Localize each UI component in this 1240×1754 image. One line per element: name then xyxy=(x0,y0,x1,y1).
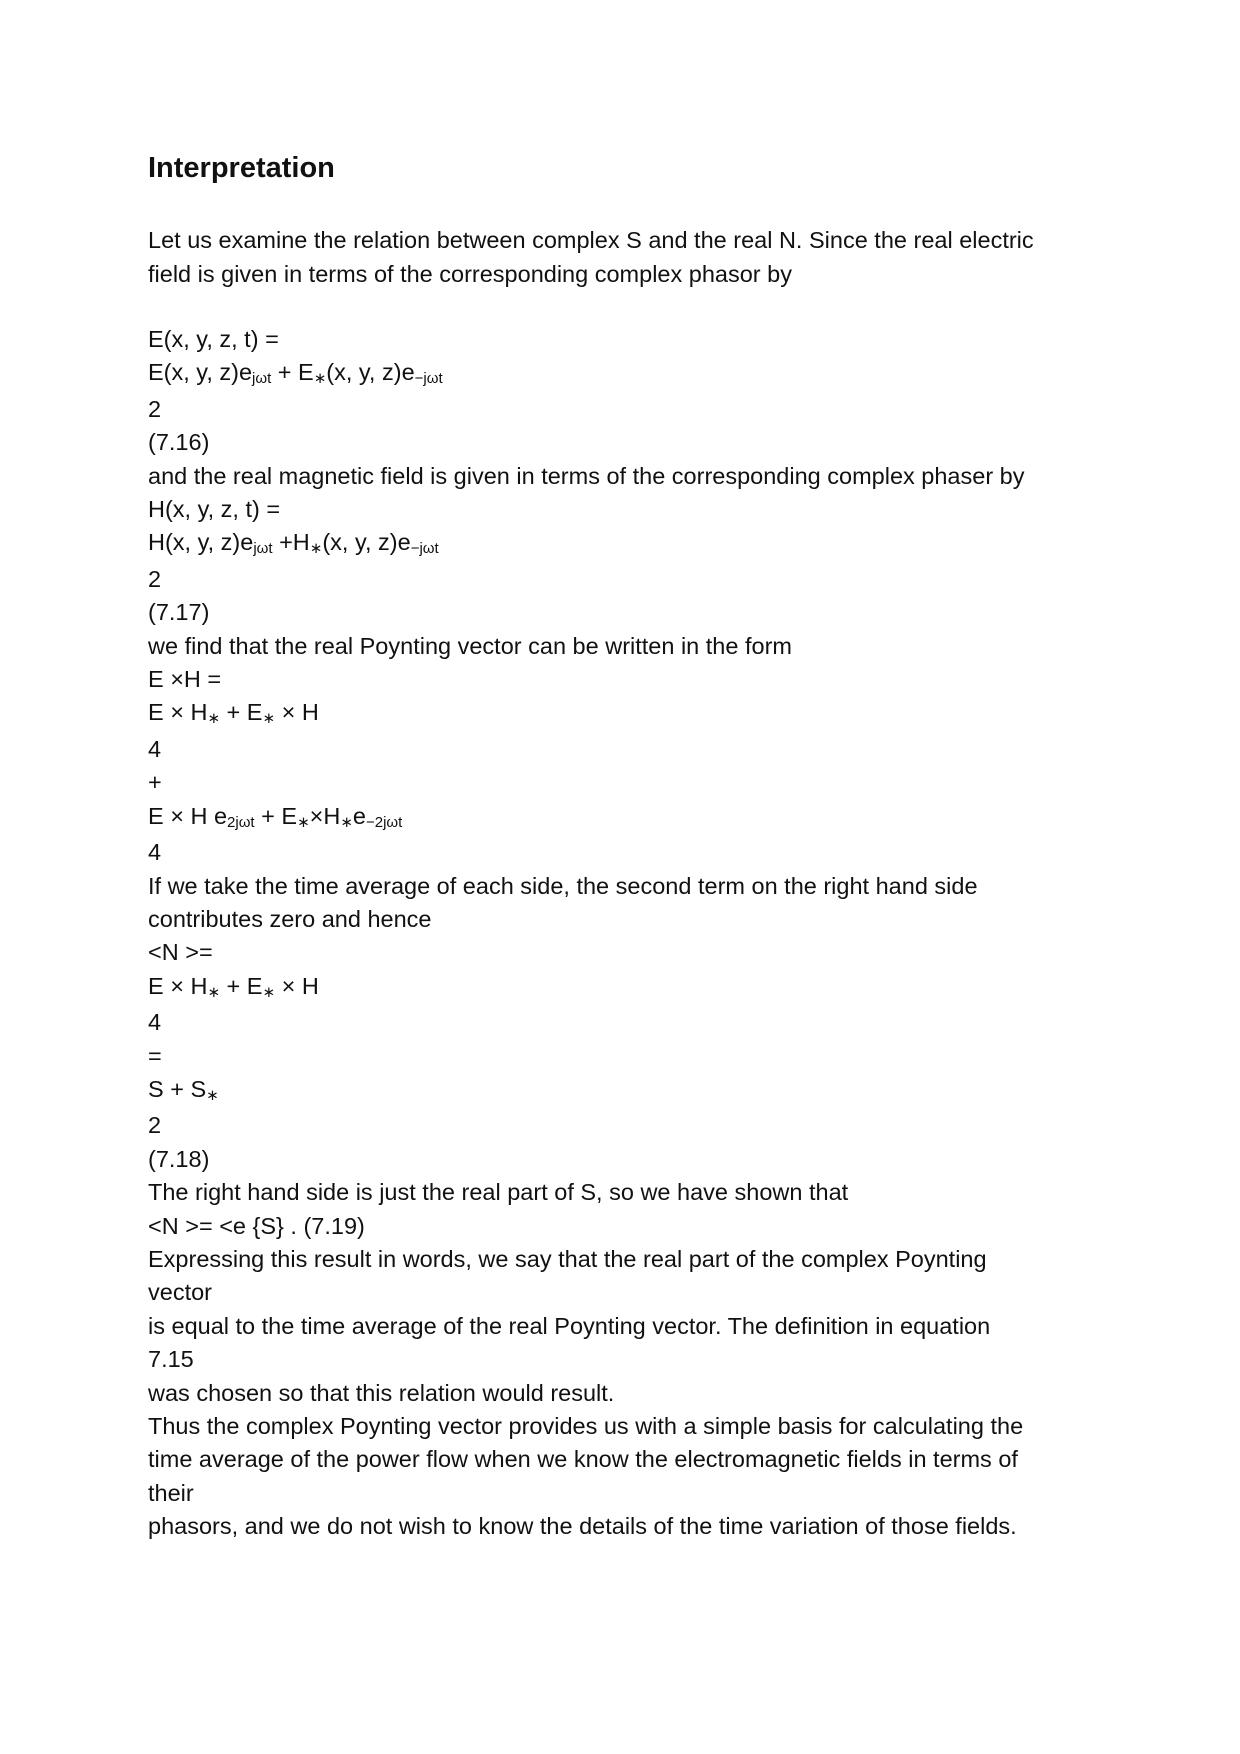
text-line xyxy=(148,836,1108,869)
line-text: 7.15 xyxy=(148,1346,194,1373)
paragraph-gap xyxy=(148,291,1108,323)
line-text: (x, y, z)e xyxy=(326,359,415,386)
text-line xyxy=(148,1276,1108,1309)
text-line xyxy=(148,1243,1108,1276)
subscript-text: jωt xyxy=(252,370,272,388)
line-text: 2 xyxy=(148,395,162,422)
text-line xyxy=(148,1410,1108,1443)
text-line xyxy=(148,733,1108,766)
text-line xyxy=(148,766,1108,799)
line-text: we find that the real Poynting vector can be written in the form xyxy=(148,632,792,659)
text-line xyxy=(148,493,1108,526)
line-text: (x, y, z)e xyxy=(322,529,411,556)
text-line xyxy=(148,696,1108,732)
text-line xyxy=(148,936,1108,969)
line-text: = xyxy=(148,1042,162,1069)
text-line xyxy=(148,323,1108,356)
line-text: × H xyxy=(275,699,319,726)
line-text: 4 xyxy=(148,735,162,762)
line-text: E × H xyxy=(148,972,208,999)
text-line xyxy=(148,1040,1108,1073)
text-line xyxy=(148,426,1108,459)
text-line xyxy=(148,1073,1108,1109)
text-line xyxy=(148,970,1108,1006)
subscript-text: −jωt xyxy=(414,370,443,388)
line-text: + xyxy=(148,769,162,796)
line-text: E × H e xyxy=(148,802,228,829)
line-text: ×H xyxy=(309,802,341,829)
line-text: was chosen so that this relation would result. xyxy=(148,1379,615,1406)
line-text: + E xyxy=(220,972,263,999)
section-heading: Interpretation xyxy=(148,152,335,184)
text-line xyxy=(148,630,1108,663)
line-text: contributes zero and hence xyxy=(148,905,432,932)
text-line xyxy=(148,563,1108,596)
line-text: 4 xyxy=(148,839,162,866)
line-text: vector xyxy=(148,1279,212,1306)
subscript-text: ∗ xyxy=(297,813,310,831)
line-text: (7.17) xyxy=(148,599,210,626)
intro-line: field is given in terms of the corresponding complex phasor by xyxy=(148,260,792,287)
subscript-text: ∗ xyxy=(262,983,276,1001)
subscript-text: ∗ xyxy=(207,710,221,728)
subscript-text: −jωt xyxy=(410,540,439,558)
intro-line: Let us examine the relation between complex S and the real N. Since the real electric xyxy=(148,227,1034,253)
line-text: time average of the power flow when we know the electromagnetic fields in terms of xyxy=(148,1446,1018,1473)
line-text: If we take the time average of each side, the second term on the right hand side xyxy=(148,872,978,899)
line-text: E(x, y, z)e xyxy=(148,359,253,386)
subscript-text: ∗ xyxy=(207,983,221,1001)
text-line xyxy=(148,393,1108,426)
text-line xyxy=(148,800,1108,836)
subscript-text: ∗ xyxy=(340,813,353,831)
line-text: × H xyxy=(275,972,319,999)
line-text: 4 xyxy=(148,1009,162,1036)
line-text: e xyxy=(352,802,366,829)
text-line xyxy=(148,1210,1108,1243)
subscript-text: ∗ xyxy=(206,1086,219,1104)
line-text: <N >= xyxy=(148,939,213,966)
line-text: S + S xyxy=(148,1075,207,1102)
line-text: H(x, y, z, t) = xyxy=(148,496,281,523)
line-text: E ×H = xyxy=(148,666,222,693)
subscript-text: 2jωt xyxy=(227,813,255,831)
line-text: +H xyxy=(272,529,310,556)
line-text: E × H xyxy=(148,699,208,726)
body-text xyxy=(148,323,1108,1544)
text-line xyxy=(148,1443,1108,1476)
line-text: + E xyxy=(254,802,298,829)
line-text: Thus the complex Poynting vector provides us with a simple basis for calculating the xyxy=(148,1413,1024,1439)
line-text: H(x, y, z)e xyxy=(148,529,254,556)
text-line xyxy=(148,663,1108,696)
text-line xyxy=(148,1109,1108,1142)
line-text: phasors, and we do not wish to know the details of the time variation of those fields. xyxy=(148,1513,1017,1540)
text-line xyxy=(148,870,1108,903)
text-line xyxy=(148,526,1108,562)
line-text: (7.18) xyxy=(148,1145,210,1172)
subscript-text: ∗ xyxy=(309,540,323,558)
text-line xyxy=(148,1377,1108,1410)
text-line xyxy=(148,1510,1108,1543)
line-text: 2 xyxy=(148,1112,162,1139)
line-text: 2 xyxy=(148,565,162,592)
text-line xyxy=(148,460,1108,493)
text-line xyxy=(148,1310,1108,1343)
subscript-text: ∗ xyxy=(262,710,276,728)
document-page xyxy=(148,148,1108,1544)
line-text: + E xyxy=(220,699,263,726)
text-line xyxy=(148,1006,1108,1039)
line-text: + E xyxy=(271,359,314,386)
text-line xyxy=(148,1343,1108,1376)
line-text: and the real magnetic field is given in terms of the corresponding complex phaser by xyxy=(148,462,1025,489)
subscript-text: jωt xyxy=(253,540,273,558)
text-line xyxy=(148,1477,1108,1510)
line-text: The right hand side is just the real part of S, so we have shown that xyxy=(148,1179,849,1206)
line-text: Expressing this result in words, we say that the real part of the complex Poynting xyxy=(148,1245,987,1272)
subscript-text: ∗ xyxy=(313,370,327,388)
text-line xyxy=(148,356,1108,392)
line-text: (7.16) xyxy=(148,429,210,456)
line-text: E(x, y, z, t) = xyxy=(148,326,279,352)
text-line xyxy=(148,903,1108,936)
intro-paragraph xyxy=(148,224,1108,291)
subscript-text: −2jωt xyxy=(366,813,403,831)
line-text: is equal to the time average of the real Poynting vector. The definition in equation xyxy=(148,1312,991,1339)
text-line xyxy=(148,596,1108,629)
text-line xyxy=(148,1176,1108,1209)
line-text: their xyxy=(148,1479,194,1506)
text-line xyxy=(148,1143,1108,1176)
line-text: <N >= <e {S} . (7.19) xyxy=(148,1212,365,1239)
